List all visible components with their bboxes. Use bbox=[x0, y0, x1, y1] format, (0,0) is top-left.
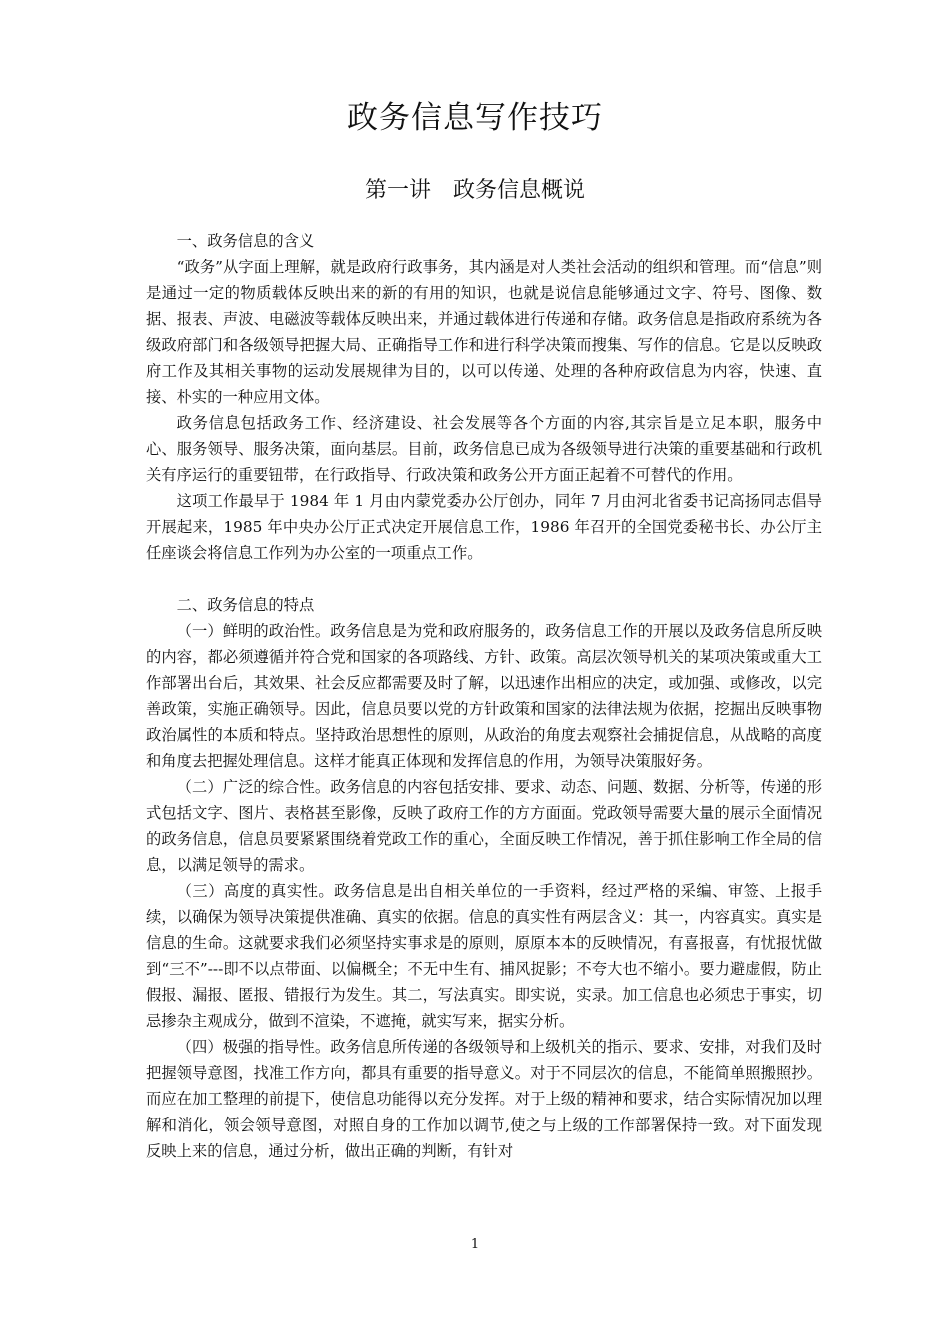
paragraph: 这项工作最早于 1984 年 1 月由内蒙党委办公厅创办，同年 7 月由河北省委书记高扬同志倡导开展起来，1985 年中央办公厅正式决定开展信息工作，1986 年召开的全国党委秘书长、办公厅主任座谈会将信息工作列为办公室的一项重点工作。 bbox=[146, 492, 822, 562]
document-body bbox=[146, 228, 822, 1164]
section-heading: 一、政务信息的含义 bbox=[176, 232, 315, 250]
paragraph: 政务信息包括政务工作、经济建设、社会发展等各个方面的内容,其宗旨是立足本职，服务中心、服务领导、服务决策，面向基层。目前，政务信息已成为各级领导进行决策的重要基础和行政机关有序运行的重要钮带，在行政指导、行政决策和政务公开方面正起着不可替代的作用。 bbox=[146, 414, 822, 484]
paragraph: （四）极强的指导性。政务信息所传递的各级领导和上级机关的指示、要求、安排，对我们及时把握领导意图，找准工作方向，都具有重要的指导意义。对于不同层次的信息，不能简单照搬照抄。而应在加工整理的前提下，使信息功能得以充分发挥。对于上级的精神和要求，结合实际情况加以理解和消化，领会领导意图，对照自身的工作加以调节,使之与上级的工作部署保持一致。对下面发现反映上来的信息，通过分析，做出正确的判断，有针对 bbox=[146, 1038, 822, 1160]
paragraph: （三）高度的真实性。政务信息是出自相关单位的一手资料，经过严格的采编、审签、上报手续，以确保为领导决策提供准确、真实的依据。信息的真实性有两层含义：其一，内容真实。真实是信息的生命。这就要求我们必须坚持实事求是的原则，原原本本的反映情况，有喜报喜，有忧报忧做到“三不”---即不以点带面、以偏概全；不无中生有、捕风捉影；不夸大也不缩小。要力避虚假，防止假报、漏报、匿报、错报行为发生。其二，写法真实。即实说，实录。加工信息也必须忠于事实，切忌掺杂主观成分，做到不渲染，不遮掩，就实写来，据实分析。 bbox=[146, 882, 822, 1030]
lecture-title: 第一讲 政务信息概说 bbox=[364, 178, 585, 203]
paragraph: （一）鲜明的政治性。政务信息是为党和政府服务的，政务信息工作的开展以及政务信息所反映的内容，都必须遵循并符合党和国家的各项路线、方针、政策。高层次领导机关的某项决策或重大工作部署出台后，其效果、社会反应都需要及时了解，以迅速作出相应的决定，或加强、或修改，以完善政策，实施正确领导。因此，信息员要以党的方针政策和国家的法律法规为依据，挖掘出反映事物政治属性的本质和特点。坚持政治思想性的原则，从政治的角度去观察社会捕捉信息，从战略的高度和角度去把握处理信息。这样才能真正体现和发挥信息的作用，为领导决策服好务。 bbox=[146, 622, 822, 770]
page-number: 1 bbox=[470, 1237, 480, 1252]
paragraph: “政务”从字面上理解，就是政府行政事务，其内涵是对人类社会活动的组织和管理。而“信息”则是通过一定的物质载体反映出来的新的有用的知识，也就是说信息能够通过文字、符号、图像、数据、报表、声波、电磁波等载体反映出来，并通过载体进行传递和存储。政务信息是指政府系统为各级政府部门和各级领导把握大局、正确指导工作和进行科学决策而搜集、写作的信息。它是以反映政府工作及其相关事物的运动发展规律为目的，以可以传递、处理的各种府政信息为内容，快速、直接、朴实的一种应用文体。 bbox=[146, 258, 822, 406]
paragraph: （二）广泛的综合性。政务信息的内容包括安排、要求、动态、问题、数据、分析等，传递的形式包括文字、图片、表格甚至影像，反映了政府工作的方方面面。党政领导需要大量的展示全面情况的政务信息，信息员要紧紧围绕着党政工作的重心，全面反映工作情况，善于抓住影响工作全局的信息，以满足领导的需求。 bbox=[146, 778, 822, 874]
section-heading: 二、政务信息的特点 bbox=[176, 596, 315, 614]
section-spacer bbox=[146, 566, 822, 592]
document-title: 政务信息写作技巧 bbox=[347, 100, 603, 136]
